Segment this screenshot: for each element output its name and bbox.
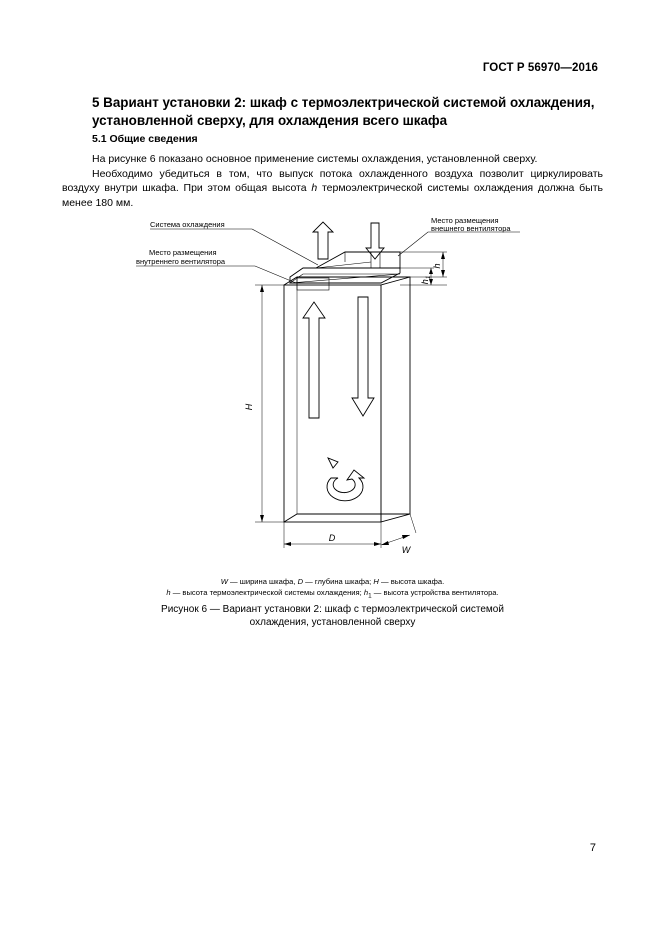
cabinet-bottom (284, 514, 410, 522)
legend-line-2: h — высота термоэлектрической системы охлаждения; $h_1$ — высота устройства вентилятора. (166, 588, 499, 600)
dimension-label-h: h (432, 263, 442, 269)
page-number: 7 (589, 842, 596, 854)
airflow-up-arrow (313, 222, 333, 259)
dimension-label-W: W (401, 545, 411, 555)
paragraph-1: На рисунке 6 показано основное применение системы охлаждения, установленной сверху. (92, 153, 538, 165)
cabinet-cooling-diagram (120, 214, 540, 564)
cabinet-back-edges (284, 277, 410, 522)
dimension-label-h1: $h_1$ (420, 275, 432, 285)
subsection-title: 5.1 Общие сведения (92, 133, 198, 145)
label-ext-fan-line1: Место размещения (431, 216, 499, 225)
leader-ext-fan (398, 232, 520, 256)
dimension-label-D: D (328, 533, 336, 543)
internal-airflow-up-arrow (303, 302, 325, 418)
dimension-label-H: H (244, 403, 254, 411)
internal-airflow-down-arrow (352, 297, 374, 416)
document-code: ГОСТ Р 56970—2016 (482, 62, 598, 74)
figure-caption: Рисунок 6 — Вариант установки 2: шкаф с термоэлектрической системой охлаждения, установленной сверху (161, 604, 504, 628)
label-int-fan-line1: Место размещения (149, 248, 217, 257)
leader-int-fan (136, 266, 296, 283)
legend-line-1: W — ширина шкафа, D — глубина шкафа; H — высота шкафа. (220, 577, 445, 586)
external-fan-housing (316, 252, 400, 268)
label-ext-fan-line2: внешнего вентилятора (431, 224, 511, 233)
figure-legend (62, 576, 603, 602)
circulation-arrow (327, 470, 364, 501)
label-cooling-system: Система охлаждения (150, 220, 225, 229)
paragraph-2: Необходимо убедиться в том, что выпуск потока охлажденного воздуха позволит циркулировать воздуху внутри шкафа. При этом общая высота h термоэлектрической системы охлаждения должна быть менее 180 мм. (62, 167, 603, 209)
label-int-fan-line2: внутреннего вентилятора (136, 257, 226, 266)
airflow-down-arrow (366, 223, 384, 259)
section-title: 5 Вариант установки 2: шкаф с термоэлектрической системой охлаждения, установленной сверху, для охлаждения всего шкафа (92, 95, 595, 128)
internal-fan-outline (297, 278, 329, 290)
cabinet-front-face (284, 285, 381, 522)
